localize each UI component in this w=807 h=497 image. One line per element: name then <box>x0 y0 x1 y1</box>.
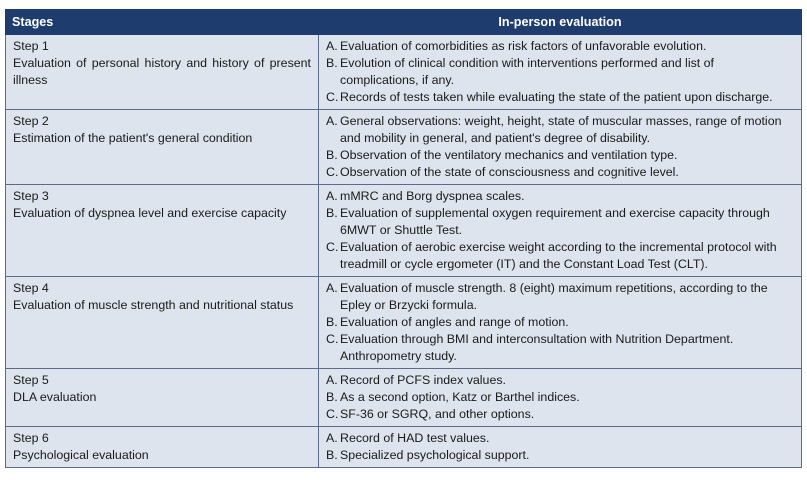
evaluation-cell <box>319 185 802 277</box>
item-text: Evaluation of muscle strength. 8 (eight) maximum repetitions, according to the Epley or Brzycki formula. <box>340 281 768 312</box>
list-item <box>326 389 794 406</box>
list-item <box>326 406 794 423</box>
item-text: Records of tests taken while evaluating the state of the patient upon discharge. <box>340 90 773 104</box>
item-letter: C. <box>326 407 339 421</box>
list-item <box>326 280 794 314</box>
list-item <box>326 113 794 147</box>
list-item <box>326 205 794 239</box>
item-letter: A. <box>326 431 338 445</box>
item-letter: C. <box>326 240 339 254</box>
step-label: Step 3 <box>13 189 49 203</box>
step-description: Evaluation of personal history and history of present illness <box>13 56 311 87</box>
item-letter: B. <box>326 206 338 220</box>
stage-cell <box>6 369 319 427</box>
item-text: Record of PCFS index values. <box>340 373 506 387</box>
item-letter: A. <box>326 189 338 203</box>
step-label: Step 4 <box>13 281 49 295</box>
item-text: Evaluation of comorbidities as risk factors of unfavorable evolution. <box>340 39 707 53</box>
list-item <box>326 239 794 273</box>
stages-table <box>5 9 802 468</box>
item-text: Specialized psychological support. <box>340 448 530 462</box>
list-item <box>326 188 794 205</box>
stage-cell <box>6 110 319 185</box>
evaluation-cell <box>319 369 802 427</box>
table-row <box>6 277 802 369</box>
stage-cell <box>6 35 319 110</box>
evaluation-cell <box>319 110 802 185</box>
item-text: SF-36 or SGRQ, and other options. <box>340 407 535 421</box>
item-letter: B. <box>326 56 338 70</box>
step-label: Step 6 <box>13 431 49 445</box>
item-letter: C. <box>326 332 339 346</box>
evaluation-cell <box>319 427 802 468</box>
step-description: Estimation of the patient's general condition <box>13 131 253 145</box>
item-text: Evaluation of aerobic exercise weight according to the incremental protocol with treadmill or cycle ergometer (IT) and the Constant Load Test (CLT). <box>340 240 777 271</box>
item-text: Evaluation of supplemental oxygen requirement and exercise capacity through 6MWT or Shuttle Test. <box>340 206 770 237</box>
header-stages: Stages <box>6 10 319 35</box>
item-letter: C. <box>326 90 339 104</box>
item-letter: B. <box>326 390 338 404</box>
evaluation-cell <box>319 35 802 110</box>
list-item <box>326 164 794 181</box>
item-text: Record of HAD test values. <box>340 431 490 445</box>
item-letter: A. <box>326 114 338 128</box>
item-text: Observation of the state of consciousness and cognitive level. <box>340 165 679 179</box>
item-letter: A. <box>326 373 338 387</box>
list-item <box>326 89 794 106</box>
item-text: General observations: weight, height, state of muscular masses, range of motion and mobility in general, and patient's degree of disability. <box>340 114 782 145</box>
evaluation-list <box>326 372 794 423</box>
table-row <box>6 185 802 277</box>
table-header-row <box>6 10 802 35</box>
item-text: mMRC and Borg dyspnea scales. <box>340 189 525 203</box>
stage-cell <box>6 427 319 468</box>
item-text: Evolution of clinical condition with interventions performed and list of complications, if any. <box>340 56 714 87</box>
table-row <box>6 369 802 427</box>
step-description: Evaluation of dyspnea level and exercise capacity <box>13 206 287 220</box>
list-item <box>326 430 794 447</box>
item-letter: A. <box>326 39 338 53</box>
table-row <box>6 427 802 468</box>
stage-cell <box>6 185 319 277</box>
item-text: As a second option, Katz or Barthel indices. <box>340 390 580 404</box>
list-item <box>326 331 794 365</box>
step-description: Evaluation of muscle strength and nutritional status <box>13 298 294 312</box>
step-label: Step 1 <box>13 39 49 53</box>
header-in-person-evaluation: In-person evaluation <box>319 10 802 35</box>
item-text: Evaluation through BMI and interconsultation with Nutrition Department. Anthropometry study. <box>340 332 734 363</box>
item-letter: A. <box>326 281 338 295</box>
list-item <box>326 147 794 164</box>
evaluation-list <box>326 280 794 365</box>
step-label: Step 5 <box>13 373 49 387</box>
table-row <box>6 110 802 185</box>
evaluation-list <box>326 38 794 106</box>
list-item <box>326 38 794 55</box>
evaluation-list <box>326 113 794 181</box>
item-text: Observation of the ventilatory mechanics and ventilation type. <box>340 148 678 162</box>
item-text: Evaluation of angles and range of motion. <box>340 315 569 329</box>
step-label: Step 2 <box>13 114 49 128</box>
list-item <box>326 372 794 389</box>
list-item <box>326 447 794 464</box>
evaluation-cell <box>319 277 802 369</box>
item-letter: B. <box>326 315 338 329</box>
evaluation-list <box>326 430 794 464</box>
item-letter: B. <box>326 148 338 162</box>
item-letter: C. <box>326 165 339 179</box>
item-letter: B. <box>326 448 338 462</box>
list-item <box>326 55 794 89</box>
step-description: Psychological evaluation <box>13 448 149 462</box>
stage-cell <box>6 277 319 369</box>
table-row <box>6 35 802 110</box>
step-description: DLA evaluation <box>13 390 97 404</box>
evaluation-list <box>326 188 794 273</box>
table-body <box>6 35 802 468</box>
list-item <box>326 314 794 331</box>
